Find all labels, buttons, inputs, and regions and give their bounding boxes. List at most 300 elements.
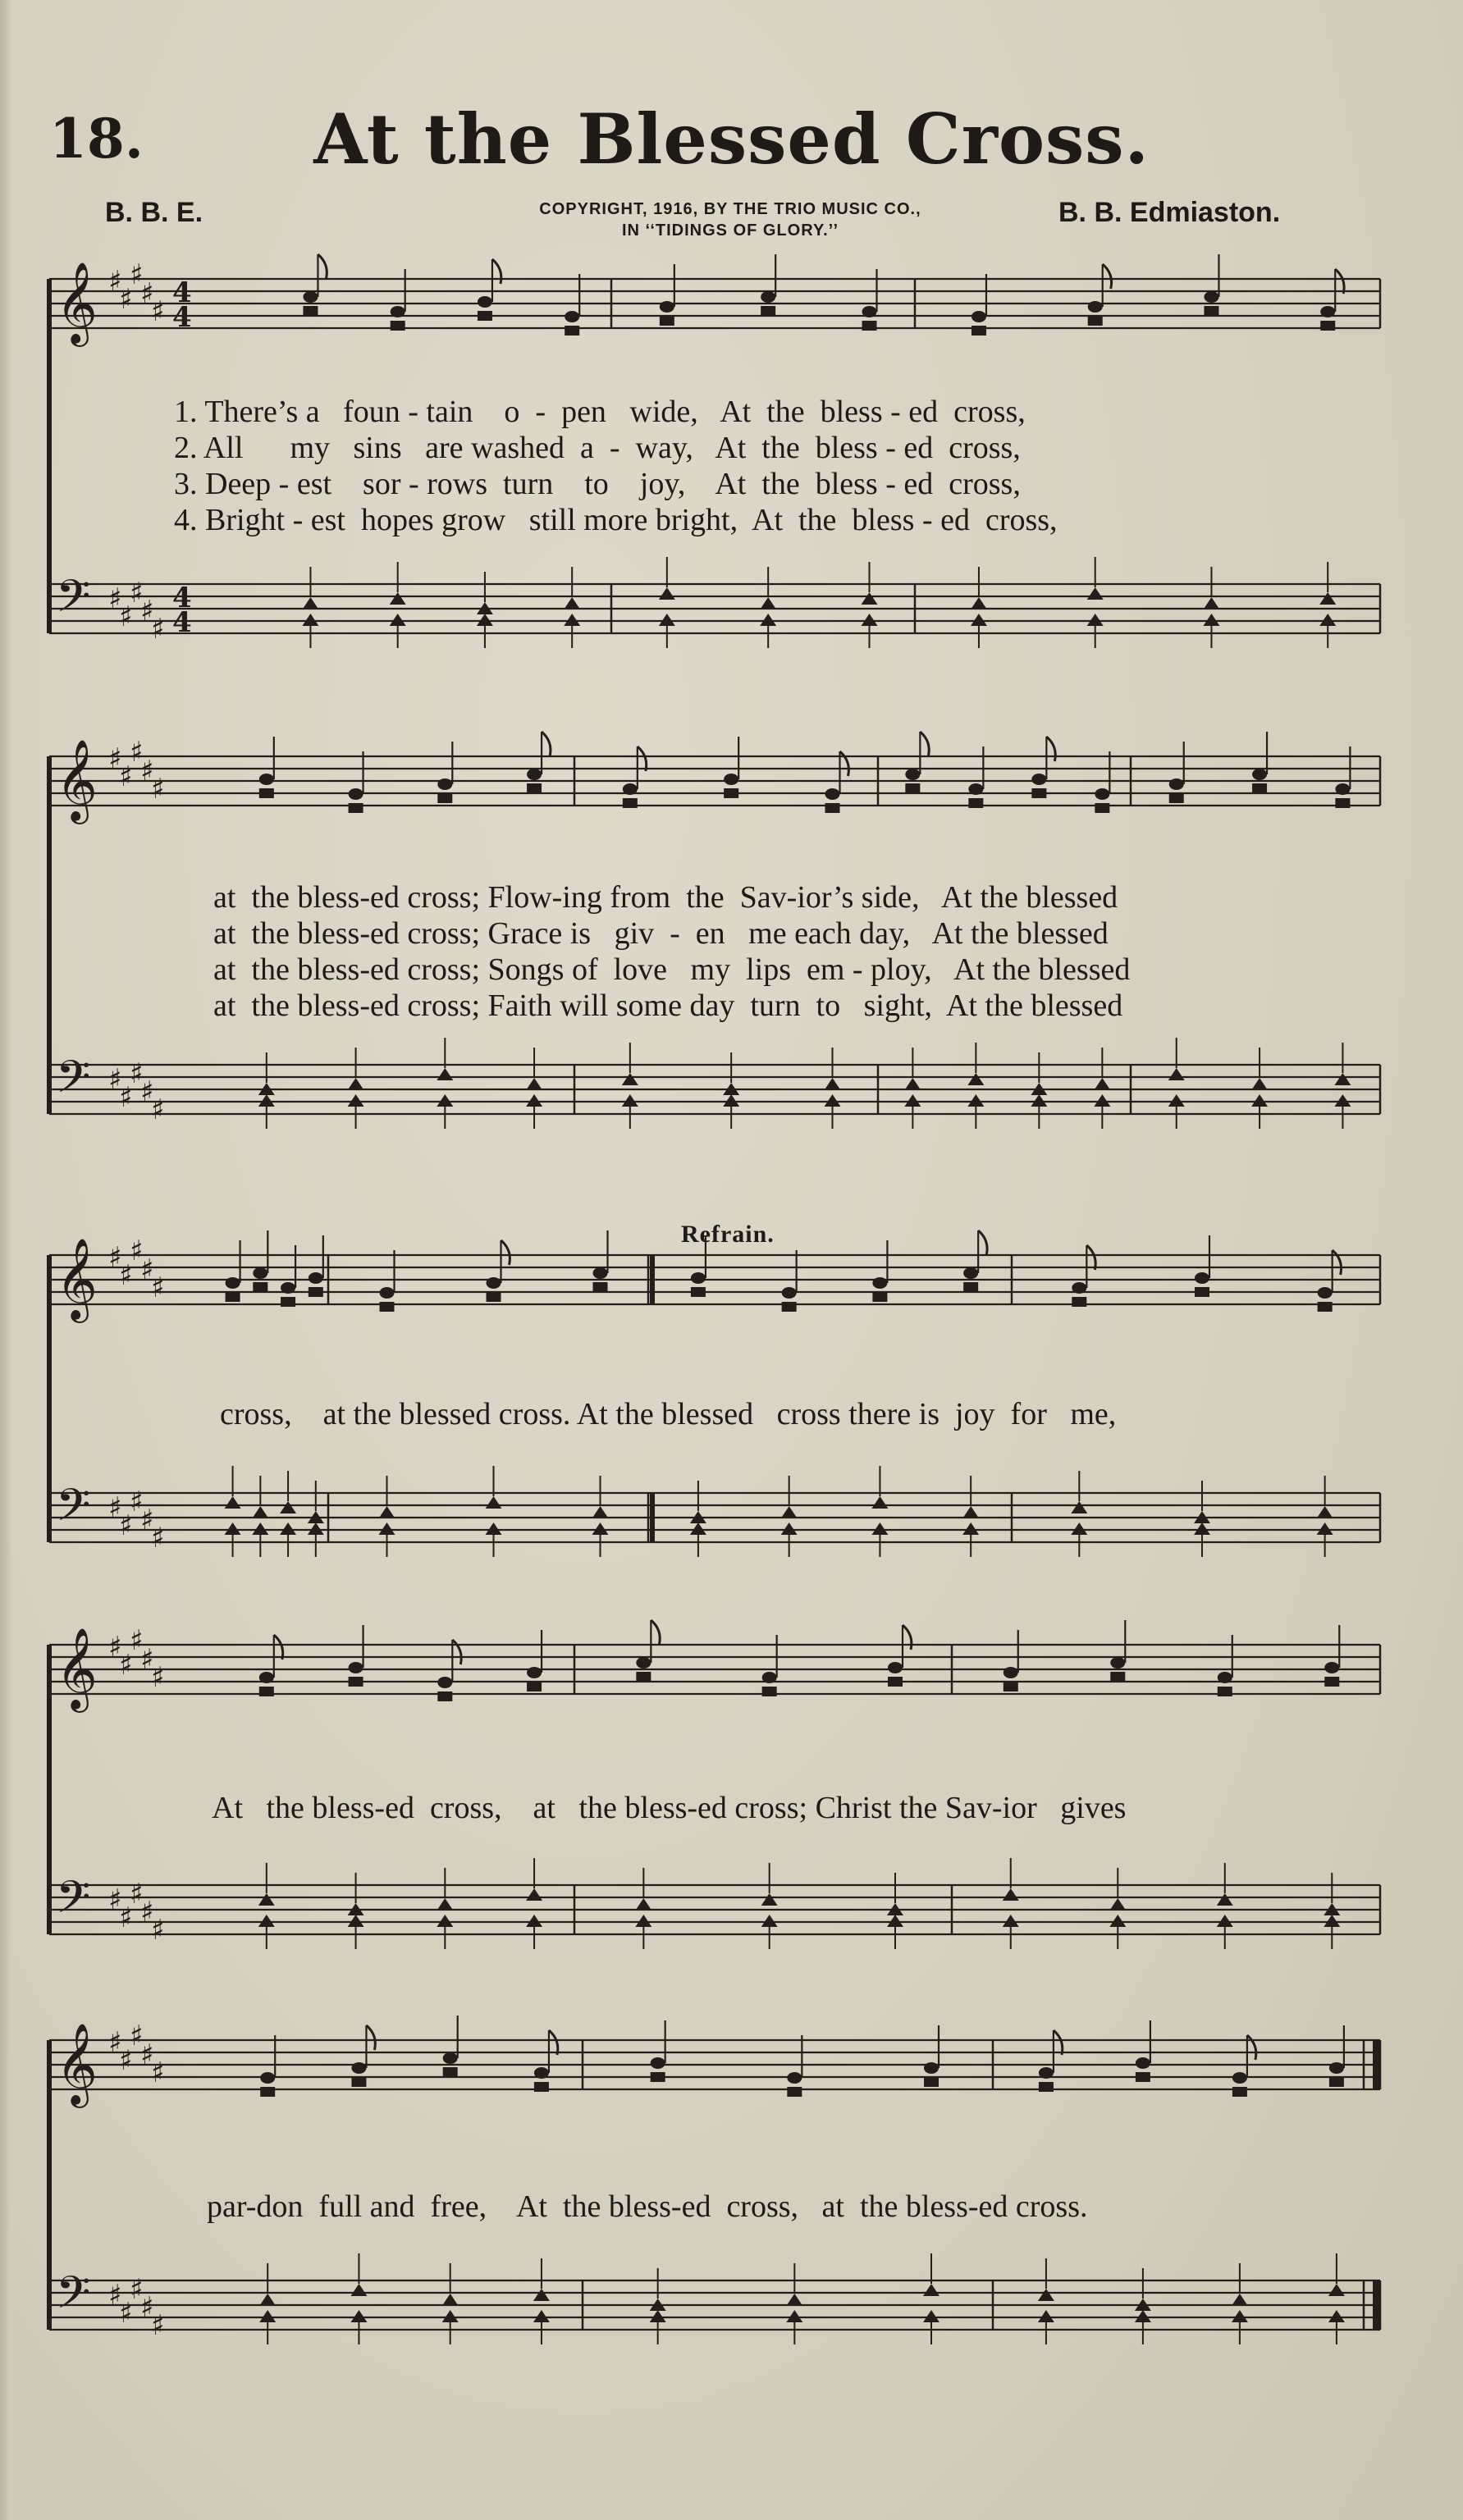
note-head — [1252, 783, 1267, 793]
note-head — [1031, 788, 1046, 798]
note-head — [380, 1302, 395, 1312]
sharp-sign: ♯ — [151, 1914, 165, 1947]
sharp-sign: ♯ — [130, 577, 144, 609]
note-head — [309, 1272, 323, 1284]
note-head — [1109, 1898, 1126, 1911]
note-head — [1095, 803, 1109, 813]
note-flag — [920, 732, 929, 756]
sharp-sign: ♯ — [151, 2309, 165, 2342]
note-head — [622, 1094, 638, 1107]
lyricist: B. B. E. — [105, 197, 203, 228]
note-head — [1004, 1682, 1018, 1691]
note-flag — [492, 259, 501, 284]
note-head — [533, 2310, 550, 2322]
note-head — [1038, 2289, 1054, 2301]
note-head — [478, 296, 492, 308]
sharp-sign: ♯ — [108, 1631, 122, 1664]
note-head — [760, 614, 776, 626]
sharp-sign: ♯ — [140, 755, 154, 788]
note-head — [477, 614, 493, 626]
note-head — [825, 788, 840, 800]
sharp-sign: ♯ — [140, 1896, 154, 1929]
note-head — [1324, 1662, 1339, 1673]
sharp-sign: ♯ — [108, 2279, 122, 2312]
treble-clef: 𝄞 — [56, 739, 98, 821]
note-head — [968, 798, 983, 808]
note-head — [225, 1522, 241, 1535]
bass-clef: 𝄢 — [56, 1051, 91, 1114]
note-head — [971, 597, 987, 609]
treble-clef: 𝄞 — [56, 1628, 98, 1710]
note-head — [825, 1078, 841, 1090]
note-head — [534, 2082, 549, 2092]
note-head — [303, 306, 318, 316]
note-head — [971, 614, 987, 626]
note-head — [1251, 1078, 1268, 1090]
final-barline — [1373, 2280, 1380, 2330]
note-head — [349, 803, 363, 813]
note-head — [253, 1267, 267, 1279]
note-flag — [318, 254, 327, 279]
note-head — [787, 2072, 802, 2084]
note-head — [1232, 2072, 1247, 2084]
note-head — [1168, 1094, 1185, 1107]
note-head — [526, 1888, 542, 1901]
sharp-sign: ♯ — [130, 1624, 144, 1657]
note-head — [761, 291, 775, 303]
sharp-sign: ♯ — [151, 773, 165, 806]
note-head — [1195, 1287, 1209, 1297]
note-head — [380, 1287, 395, 1299]
verse-1-line-1: 1. There’s a foun - tain o - pen wide, At the bless - ed cross, — [174, 395, 1026, 429]
note-head — [1094, 1094, 1110, 1107]
note-head — [862, 321, 877, 331]
sharp-sign: ♯ — [140, 1253, 154, 1286]
note-head — [1217, 1893, 1233, 1906]
note-head — [478, 311, 492, 321]
note-head — [281, 1297, 295, 1307]
sharp-sign: ♯ — [140, 1504, 154, 1536]
note-head — [1169, 793, 1184, 803]
note-flag — [1086, 1245, 1095, 1270]
note-head — [904, 1078, 921, 1090]
note-head — [437, 1094, 453, 1107]
verse-2-line-1: 2. All my sins are washed a - way, At the bless - ed cross, — [174, 431, 1021, 465]
note-head — [592, 1506, 609, 1518]
copyright-line-1: COPYRIGHT, 1916, BY THE TRIO MUSIC CO., — [539, 200, 921, 218]
note-head — [1252, 769, 1267, 780]
note-head — [1039, 2082, 1054, 2092]
note-head — [226, 1292, 240, 1302]
note-head — [1328, 2310, 1345, 2322]
sharp-sign: ♯ — [119, 1901, 133, 1934]
note-head — [391, 306, 405, 317]
sharp-sign: ♯ — [119, 760, 133, 793]
note-head — [486, 1522, 502, 1535]
treble-clef: 𝄞 — [56, 1238, 98, 1320]
note-head — [871, 1496, 888, 1509]
note-head — [258, 1893, 275, 1906]
note-head — [1320, 321, 1335, 331]
note-head — [593, 1267, 608, 1279]
bass-clef: 𝄢 — [56, 1871, 91, 1934]
note-head — [967, 1094, 984, 1107]
bass-clef: 𝄢 — [56, 2267, 91, 2330]
note-head — [487, 1277, 501, 1289]
treble-time-sig-top: 4 — [172, 276, 192, 309]
note-head — [1110, 1657, 1125, 1669]
note-head — [1071, 1522, 1087, 1535]
note-head — [636, 1657, 651, 1669]
note-flag — [1054, 2030, 1063, 2055]
note-head — [1317, 1506, 1333, 1518]
note-head — [1031, 774, 1046, 785]
sharp-sign: ♯ — [108, 1883, 122, 1916]
note-head — [786, 2294, 802, 2306]
note-head — [564, 597, 580, 609]
note-head — [904, 1094, 921, 1107]
note-head — [351, 2062, 366, 2074]
note-head — [259, 2294, 276, 2306]
note-flag — [274, 1635, 283, 1659]
note-head — [565, 326, 579, 336]
note-head — [351, 2077, 366, 2087]
note-head — [862, 592, 878, 605]
note-head — [1071, 1501, 1087, 1513]
sharp-sign: ♯ — [119, 283, 133, 316]
note-head — [534, 2067, 549, 2079]
note-head — [862, 614, 878, 626]
note-head — [1031, 1094, 1047, 1107]
note-flag — [651, 1620, 660, 1645]
note-head — [390, 614, 406, 626]
note-head — [1168, 1068, 1185, 1080]
note-head — [691, 1287, 706, 1297]
note-head — [635, 1898, 651, 1911]
note-head — [1110, 1672, 1125, 1682]
sharp-sign: ♯ — [119, 2044, 133, 2077]
note-flag — [1247, 2035, 1256, 2060]
refrain-label: Refrain. — [681, 1221, 775, 1248]
note-head — [390, 592, 406, 605]
note-head — [872, 1292, 887, 1302]
sharp-sign: ♯ — [108, 1241, 122, 1274]
note-head — [225, 1496, 241, 1509]
note-head — [1203, 597, 1219, 609]
note-head — [309, 1287, 323, 1297]
note-head — [923, 2310, 940, 2322]
note-head — [391, 321, 405, 331]
note-head — [379, 1522, 395, 1535]
sharp-sign: ♯ — [151, 1522, 165, 1554]
note-head — [1204, 291, 1218, 303]
note-head — [724, 788, 738, 798]
note-head — [281, 1282, 295, 1294]
note-head — [527, 1682, 542, 1691]
sharp-sign: ♯ — [130, 2020, 144, 2052]
sharp-sign: ♯ — [119, 1509, 133, 1542]
note-head — [923, 2284, 940, 2296]
note-head — [437, 793, 452, 803]
note-flag — [1103, 264, 1112, 289]
sharp-sign: ♯ — [119, 600, 133, 633]
note-head — [1087, 614, 1104, 626]
note-head — [437, 1691, 452, 1701]
note-head — [1109, 1915, 1126, 1927]
sharp-sign: ♯ — [151, 1661, 165, 1694]
note-head — [526, 1094, 542, 1107]
sharp-sign: ♯ — [140, 2038, 154, 2071]
note-head — [349, 1677, 363, 1687]
sharp-sign: ♯ — [130, 1486, 144, 1518]
note-head — [348, 1915, 364, 1927]
note-head — [258, 1915, 275, 1927]
note-head — [825, 803, 840, 813]
note-head — [905, 769, 920, 780]
note-flag — [903, 1625, 912, 1650]
note-head — [924, 2062, 939, 2074]
note-head — [968, 783, 983, 795]
note-head — [636, 1672, 651, 1682]
bass-clef: 𝄢 — [56, 1479, 91, 1542]
note-head — [1003, 1888, 1019, 1901]
note-head — [1038, 2310, 1054, 2322]
note-head — [1195, 1272, 1209, 1284]
note-head — [437, 1898, 453, 1911]
note-flag — [840, 751, 849, 776]
bass-time-sig-bottom: 4 — [172, 606, 192, 639]
note-head — [635, 1915, 651, 1927]
note-head — [442, 2310, 459, 2322]
note-head — [349, 788, 363, 800]
note-head — [888, 1662, 903, 1673]
note-flag — [1046, 737, 1055, 761]
refrain-line-3: par-don full and free, At the bless-ed cross, at the bless-ed cross. — [207, 2189, 1088, 2224]
refrain-barline — [650, 1493, 655, 1542]
note-head — [786, 2310, 802, 2322]
note-head — [887, 1915, 903, 1927]
note-flag — [1333, 1250, 1342, 1275]
verse-3-line-1: 3. Deep - est sor - rows turn to joy, At the bless - ed cross, — [174, 467, 1021, 501]
note-head — [1136, 2057, 1150, 2069]
sharp-sign: ♯ — [140, 1643, 154, 1676]
note-flag — [501, 1240, 510, 1265]
note-flag — [549, 2030, 558, 2055]
refrain-line-2: At the bless-ed cross, at the bless-ed cross; Christ the Sav-ior gives — [212, 1791, 1127, 1825]
note-head — [259, 1687, 274, 1696]
sharp-sign: ♯ — [119, 1259, 133, 1292]
sharp-sign: ♯ — [119, 1649, 133, 1682]
note-head — [871, 1522, 888, 1535]
note-head — [349, 1662, 363, 1673]
copyright-line-2: IN ‘‘TIDINGS OF GLORY.’’ — [621, 221, 839, 240]
note-head — [1088, 301, 1103, 313]
note-head — [253, 1282, 267, 1292]
treble-clef: 𝄞 — [56, 2023, 98, 2105]
note-head — [252, 1522, 268, 1535]
note-head — [781, 1522, 798, 1535]
note-head — [593, 1282, 608, 1292]
note-head — [308, 1522, 324, 1535]
note-head — [527, 769, 542, 780]
note-head — [1095, 788, 1109, 800]
sharp-sign: ♯ — [108, 2026, 122, 2059]
note-head — [280, 1522, 296, 1535]
sharp-sign: ♯ — [108, 582, 122, 615]
note-head — [962, 1506, 979, 1518]
note-head — [1335, 798, 1350, 808]
note-head — [761, 1915, 778, 1927]
sharp-sign: ♯ — [108, 265, 122, 298]
verse-2-line-2: at the bless-ed cross; Grace is giv - en me each day, At the blessed — [213, 916, 1109, 951]
note-head — [691, 1272, 706, 1284]
sharp-sign: ♯ — [130, 1878, 144, 1911]
sharp-sign: ♯ — [108, 742, 122, 775]
note-head — [1218, 1687, 1232, 1696]
note-head — [564, 614, 580, 626]
note-head — [1204, 306, 1218, 316]
note-head — [437, 778, 452, 790]
verse-3-line-2: at the bless-ed cross; Songs of love my lips em - ploy, At the blessed — [213, 952, 1131, 987]
note-head — [781, 1506, 798, 1518]
note-head — [1318, 1302, 1333, 1312]
note-head — [760, 597, 776, 609]
note-head — [533, 2289, 550, 2301]
note-head — [443, 2067, 458, 2077]
note-head — [651, 2057, 665, 2069]
note-head — [761, 1893, 778, 1906]
composer: B. B. Edmiaston. — [1058, 197, 1281, 228]
sharp-sign: ♯ — [108, 1063, 122, 1096]
verse-4-line-1: 4. Bright - est hopes grow still more bright, At the bless - ed cross, — [174, 503, 1058, 537]
bass-time-sig-top: 4 — [172, 582, 192, 614]
note-head — [565, 311, 579, 322]
note-head — [348, 1078, 364, 1090]
note-head — [592, 1522, 609, 1535]
note-head — [280, 1501, 296, 1513]
note-head — [437, 1915, 453, 1927]
note-head — [724, 774, 738, 785]
note-head — [1318, 1287, 1333, 1299]
note-head — [1335, 783, 1350, 795]
note-head — [963, 1282, 978, 1292]
note-head — [487, 1292, 501, 1302]
sharp-sign: ♯ — [140, 595, 154, 628]
note-head — [762, 1687, 777, 1696]
note-head — [527, 783, 542, 793]
sharp-sign: ♯ — [140, 277, 154, 310]
note-head — [1320, 306, 1335, 317]
note-head — [862, 306, 877, 317]
sharp-sign: ♯ — [140, 1075, 154, 1108]
note-head — [259, 2310, 276, 2322]
note-flag — [366, 2025, 375, 2050]
bass-clef: 𝄢 — [56, 570, 91, 633]
sharp-sign: ♯ — [108, 1491, 122, 1524]
note-head — [302, 597, 318, 609]
note-head — [1319, 592, 1336, 605]
note-head — [1328, 2284, 1345, 2296]
note-head — [1251, 1094, 1268, 1107]
note-head — [1232, 2087, 1247, 2097]
sharp-sign: ♯ — [151, 295, 165, 328]
note-head — [258, 1094, 275, 1107]
note-head — [259, 788, 274, 798]
note-head — [1088, 316, 1103, 326]
refrain-line-1: cross, at the blessed cross. At the blessed cross there is joy for me, — [220, 1397, 1117, 1431]
note-head — [659, 587, 675, 600]
note-head — [526, 1915, 542, 1927]
note-head — [1232, 2310, 1248, 2322]
note-head — [252, 1506, 268, 1518]
note-flag — [452, 1640, 461, 1664]
refrain-barline — [650, 1255, 655, 1304]
note-head — [650, 2310, 666, 2322]
note-head — [1003, 1915, 1019, 1927]
note-head — [1217, 1915, 1233, 1927]
note-head — [1094, 1078, 1110, 1090]
note-head — [972, 311, 986, 322]
note-head — [690, 1522, 706, 1535]
note-flag — [542, 732, 551, 756]
note-head — [1039, 2067, 1054, 2079]
note-head — [259, 1672, 274, 1683]
note-flag — [638, 746, 647, 771]
note-head — [924, 2077, 939, 2087]
note-head — [442, 2294, 459, 2306]
note-head — [1218, 1672, 1232, 1683]
note-head — [962, 1522, 979, 1535]
note-head — [967, 1073, 984, 1085]
note-head — [622, 1073, 638, 1085]
hymn-number: 18. — [49, 107, 144, 171]
note-head — [761, 306, 775, 316]
note-head — [651, 2072, 665, 2082]
note-head — [1136, 2072, 1150, 2082]
note-head — [260, 2087, 275, 2097]
hymn-title: At the Blessed Cross. — [313, 98, 1150, 180]
note-head — [437, 1068, 453, 1080]
verse-4-line-2: at the bless-ed cross; Faith will some day turn to sight, At the blessed — [213, 988, 1123, 1023]
note-flag — [1335, 269, 1344, 294]
note-head — [226, 1277, 240, 1289]
note-head — [302, 614, 318, 626]
note-head — [1329, 2062, 1344, 2074]
note-head — [1135, 2310, 1151, 2322]
final-barline — [1373, 2040, 1380, 2089]
note-head — [1087, 587, 1104, 600]
sharp-sign: ♯ — [151, 613, 165, 646]
sharp-sign: ♯ — [151, 2057, 165, 2089]
note-head — [443, 2052, 458, 2064]
note-head — [623, 798, 638, 808]
note-head — [1317, 1522, 1333, 1535]
note-head — [723, 1094, 739, 1107]
note-head — [1072, 1297, 1086, 1307]
verse-1-line-2: at the bless-ed cross; Flow-ing from the Sav-ior’s side, At the blessed — [213, 880, 1118, 915]
note-head — [1334, 1094, 1351, 1107]
treble-clef: 𝄞 — [56, 262, 98, 344]
sharp-sign: ♯ — [130, 736, 144, 769]
note-head — [1324, 1915, 1340, 1927]
note-head — [782, 1302, 797, 1312]
note-head — [623, 783, 638, 795]
note-head — [888, 1677, 903, 1687]
note-head — [905, 783, 920, 793]
sharp-sign: ♯ — [140, 2291, 154, 2324]
sharp-sign: ♯ — [130, 1235, 144, 1267]
note-head — [486, 1496, 502, 1509]
